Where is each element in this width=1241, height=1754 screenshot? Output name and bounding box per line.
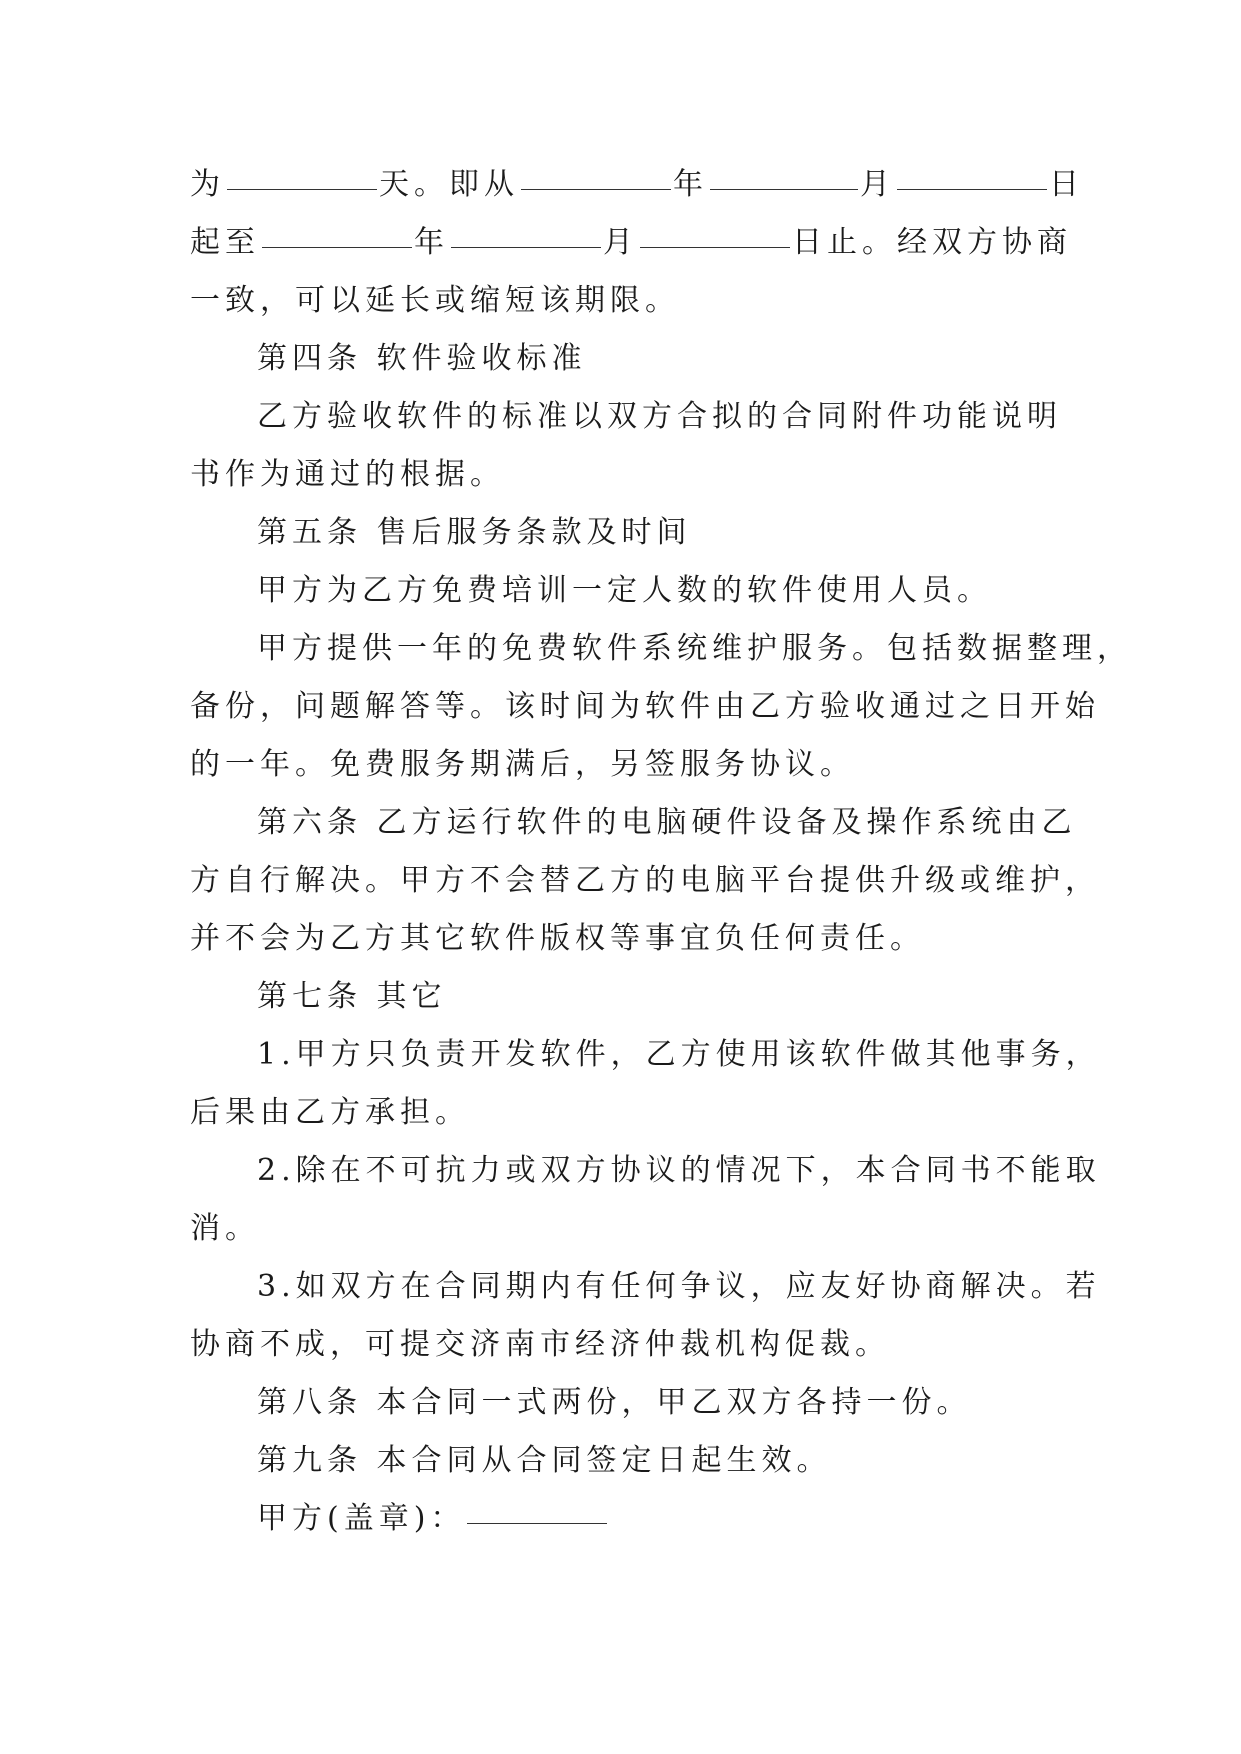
paragraph-line: 乙方验收软件的标准以双方合拟的合同附件功能说明 [257, 399, 1062, 434]
blank-start-day [897, 163, 1047, 190]
paragraph-line: 协商不成，可提交济南市经济仲裁机构促裁。 [190, 1327, 890, 1362]
blank-end-day [640, 221, 790, 248]
text-segment: 年 [414, 225, 449, 260]
party-a-seal-label: 甲方(盖章)： [257, 1501, 466, 1536]
article-5-heading: 第五条 售后服务条款及时间 [257, 515, 692, 550]
article-4-heading: 第四条 软件验收标准 [257, 341, 587, 376]
paragraph-line: 书作为通过的根据。 [190, 457, 505, 492]
article-9-line: 第九条 本合同从合同签定日起生效。 [257, 1443, 832, 1478]
line-end-date [190, 214, 1072, 272]
paragraph-line: 消。 [190, 1211, 260, 1246]
text-segment: 月 [860, 167, 895, 202]
article-6-line: 第六条 乙方运行软件的电脑硬件设备及操作系统由乙 [257, 805, 1077, 840]
contract-text [190, 156, 1132, 1548]
text-segment: 年 [673, 167, 708, 202]
text-segment: 日止。经双方协商 [792, 225, 1072, 260]
article-8-line: 第八条 本合同一式两份，甲乙双方各持一份。 [257, 1385, 972, 1420]
text-segment: 天。即从 [379, 167, 519, 202]
paragraph-line: 后果由乙方承担。 [190, 1095, 470, 1130]
blank-start-year [521, 163, 671, 190]
blank-days [227, 163, 377, 190]
clause-1-line: 1.甲方只负责开发软件，乙方使用该软件做其他事务， [257, 1037, 1101, 1072]
paragraph-line: 甲方为乙方免费培训一定人数的软件使用人员。 [257, 573, 992, 608]
blank-end-month [451, 221, 601, 248]
text-segment: 为 [190, 167, 225, 202]
blank-start-month [710, 163, 858, 190]
text-segment: 日 [1049, 167, 1084, 202]
blank-end-year [262, 221, 412, 248]
line-duration [190, 156, 1084, 214]
paragraph-line: 并不会为乙方其它软件版权等事宜负任何责任。 [190, 921, 925, 956]
article-7-heading: 第七条 其它 [257, 979, 447, 1014]
clause-2-line: 2.除在不可抗力或双方协议的情况下，本合同书不能取 [257, 1153, 1101, 1188]
paragraph-line: 备份，问题解答等。该时间为软件由乙方验收通过之日开始 [190, 689, 1100, 724]
paragraph-line: 方自行解决。甲方不会替乙方的电脑平台提供升级或维护， [190, 863, 1100, 898]
paragraph-line: 一致，可以延长或缩短该期限。 [190, 283, 680, 318]
text-segment: 起至 [190, 225, 260, 260]
text-segment: 月 [603, 225, 638, 260]
paragraph-line: 甲方提供一年的免费软件系统维护服务。包括数据整理， [257, 631, 1132, 666]
paragraph-line: 的一年。免费服务期满后，另签服务协议。 [190, 747, 855, 782]
blank-party-a-seal [467, 1497, 607, 1524]
party-a-seal-line [190, 1490, 1052, 1548]
clause-3-line: 3.如双方在合同期内有任何争议，应友好协商解决。若 [257, 1269, 1101, 1304]
